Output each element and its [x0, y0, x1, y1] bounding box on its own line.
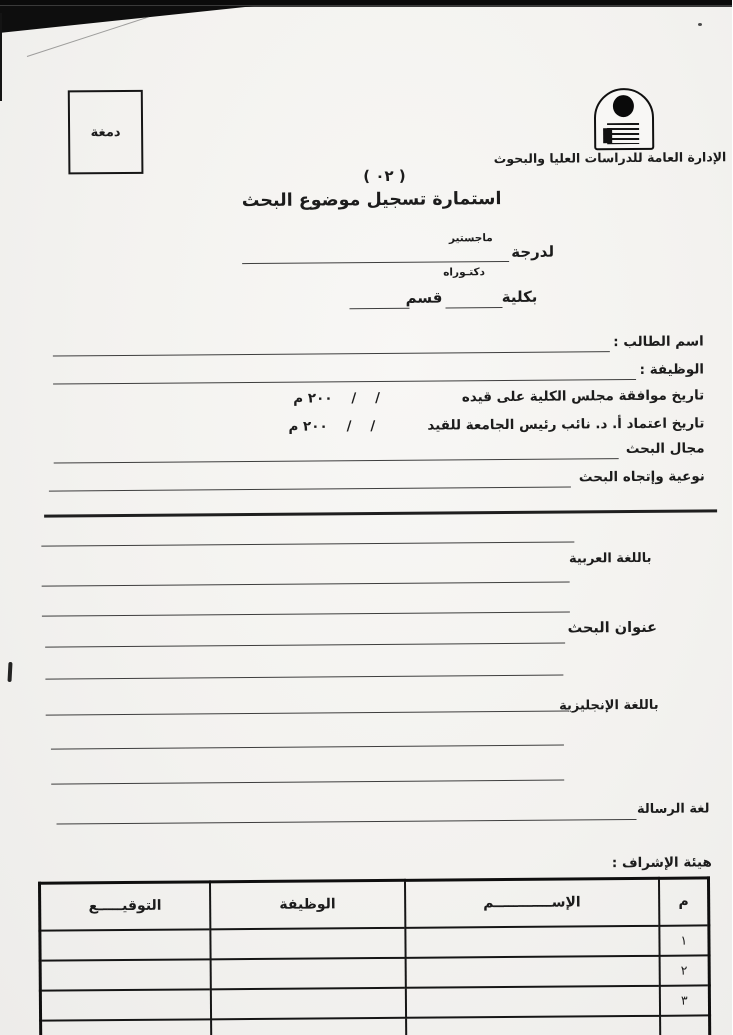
- thesis-language-label: لغة الرسالة: [637, 801, 711, 817]
- signature-cell: [41, 929, 212, 960]
- college-label: بكلية: [502, 287, 539, 307]
- name-cell: [407, 1015, 661, 1035]
- research-type-label: نوعية وإتجاه البحث: [579, 468, 706, 486]
- row-number: [661, 1015, 711, 1035]
- student-name-blank-line: [54, 351, 611, 356]
- column-header-number: م: [660, 878, 710, 925]
- department-label: قسم: [406, 288, 444, 307]
- thesis-language-blank-line: [58, 819, 638, 825]
- job-cell: [212, 987, 407, 1019]
- research-type-blank-line: [50, 486, 572, 491]
- supervision-committee-label: هيئة الإشراف :: [612, 854, 713, 872]
- arabic-language-label: باللغة العربية: [569, 550, 653, 567]
- job-label: الوظيفة :: [640, 361, 706, 378]
- department-line: الإدارة العامة للدراسات العليا والبحوث: [494, 149, 728, 167]
- research-title-label: عنوان البحث: [568, 619, 659, 637]
- job-cell: [211, 927, 406, 959]
- job-cell: [212, 1017, 407, 1035]
- college-blank-line: [446, 307, 503, 308]
- research-field-label: مجال البحث: [626, 440, 706, 458]
- title-writing-line: [46, 643, 566, 648]
- english-language-label: باللغة الإنجليزية: [560, 697, 660, 714]
- stamp-box: [69, 90, 145, 175]
- title-writing-line: [42, 541, 575, 546]
- supervision-table-header-row: [40, 878, 709, 930]
- title-writing-line: [46, 675, 564, 680]
- column-header-job: الوظيفة: [211, 880, 406, 929]
- row-number: ٢: [660, 955, 710, 985]
- row-number: ١: [660, 925, 710, 955]
- name-cell: [407, 985, 661, 1017]
- emblem-calligraphy-block: [604, 128, 613, 143]
- vp-approval-date-label: تاريخ اعتماد أ. د. نائب رئيس الجامعة للقيد: [428, 415, 706, 434]
- column-header-signature: التوقيـــــع: [40, 882, 211, 930]
- row-number: ٣: [661, 985, 711, 1015]
- job-blank-line: [54, 379, 637, 385]
- degree-blank-line: [243, 261, 510, 264]
- section-divider-line: [45, 509, 718, 517]
- stamp-label: دمغة: [91, 124, 122, 140]
- title-writing-line: [47, 711, 570, 716]
- title-writing-line: [43, 612, 571, 617]
- council-approval-date-label: تاريخ موافقة مجلس الكلية على قيده: [462, 387, 706, 406]
- council-approval-date-value: / / ٢٠٠ م: [294, 389, 382, 407]
- form-title: استمارة تسجيل موضوع البحث: [242, 189, 503, 212]
- signature-cell: [42, 1019, 213, 1035]
- student-name-label: اسم الطالب :: [614, 333, 705, 351]
- title-writing-line: [52, 780, 565, 785]
- form-number: ( ٠٢ ): [364, 166, 407, 186]
- title-writing-line: [52, 745, 565, 750]
- signature-cell: [41, 959, 212, 990]
- degree-option-doctorate: دكتـوراه: [444, 266, 487, 279]
- name-cell: [406, 925, 660, 957]
- degree-option-masters: ماجستير: [449, 232, 494, 245]
- job-cell: [211, 957, 406, 989]
- column-header-name: الإســــــــــــم: [406, 878, 660, 927]
- supervision-table: [39, 876, 712, 1035]
- name-cell: [406, 955, 660, 987]
- degree-label: لدرجة: [512, 242, 556, 261]
- vp-approval-date-value: / / ٢٠٠ م: [289, 418, 377, 435]
- research-field-blank-line: [55, 458, 620, 463]
- emblem-sun-icon: [614, 95, 635, 117]
- signature-cell: [41, 989, 212, 1020]
- university-emblem-icon: [595, 88, 655, 150]
- title-writing-line: [43, 582, 571, 587]
- department-blank-line: [350, 308, 410, 309]
